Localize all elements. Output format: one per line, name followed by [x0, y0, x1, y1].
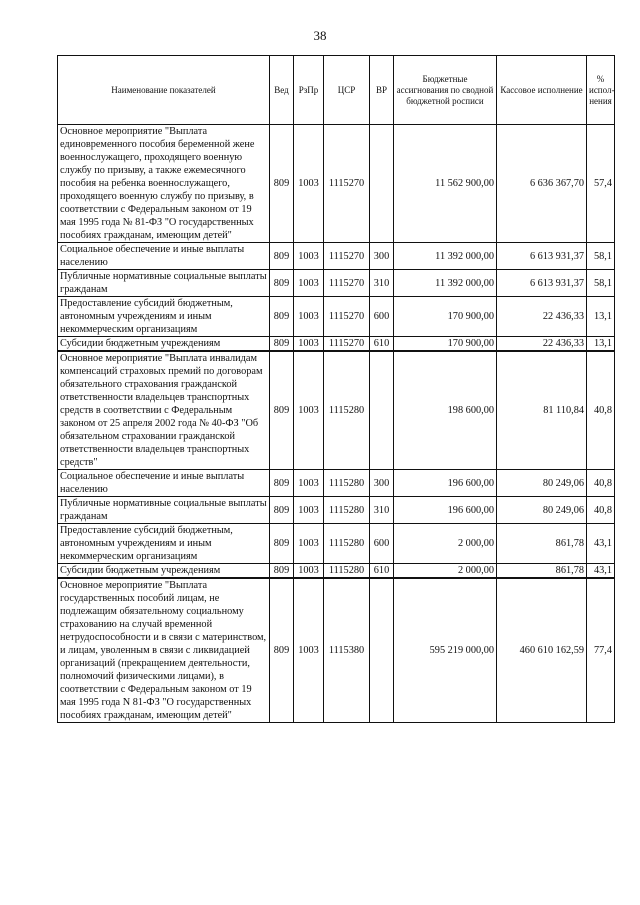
- row-assigned: 196 600,00: [394, 470, 497, 497]
- row-cash: 460 610 162,59: [497, 578, 587, 723]
- table-row: [58, 270, 615, 297]
- table-row: [58, 243, 615, 270]
- table-row: [58, 524, 615, 564]
- row-name: Публичные нормативные социальные выплаты гражданам: [58, 270, 270, 297]
- row-cash: 6 636 367,70: [497, 125, 587, 243]
- row-csr: 1115270: [324, 243, 370, 270]
- header-ved: Вед: [270, 56, 294, 125]
- row-vr: 300: [370, 470, 394, 497]
- row-csr: 1115280: [324, 564, 370, 579]
- row-cash: 81 110,84: [497, 351, 587, 470]
- row-vr: 610: [370, 564, 394, 579]
- row-ved: 809: [270, 337, 294, 352]
- row-cash: 80 249,06: [497, 497, 587, 524]
- header-assignments: Бюджетные ассигнования по сводной бюджетной росписи: [394, 56, 497, 125]
- table-row: [58, 297, 615, 337]
- row-vr: [370, 578, 394, 723]
- row-name: Субсидии бюджетным учреждениям: [58, 337, 270, 352]
- row-rzpr: 1003: [294, 243, 324, 270]
- row-ved: 809: [270, 524, 294, 564]
- row-assigned: 2 000,00: [394, 564, 497, 579]
- row-assigned: 11 392 000,00: [394, 243, 497, 270]
- header-rzpr: РзПр: [294, 56, 324, 125]
- row-percent: 43,1: [587, 564, 615, 579]
- header-percent: % испол-нения: [587, 56, 615, 125]
- row-csr: 1115270: [324, 337, 370, 352]
- header-csr: ЦСР: [324, 56, 370, 125]
- row-csr: 1115280: [324, 470, 370, 497]
- row-ved: 809: [270, 578, 294, 723]
- header-cash-execution: Кассовое исполнение: [497, 56, 587, 125]
- row-csr: 1115380: [324, 578, 370, 723]
- row-name: Субсидии бюджетным учреждениям: [58, 564, 270, 579]
- row-cash: 22 436,33: [497, 297, 587, 337]
- row-cash: 861,78: [497, 564, 587, 579]
- row-name: Основное мероприятие "Выплата единовременного пособия беременной жене военнослужащего, проходящего военную службу по призыву, а также ежемесячного пособия на ребенка военнослужащего, проходящего военную службу по призыву, в соответствии с Федеральным законом от 19 мая 1995 года № 81-ФЗ "О государственных пособиях гражданам, имеющим детей": [58, 125, 270, 243]
- row-name: Публичные нормативные социальные выплаты гражданам: [58, 497, 270, 524]
- row-percent: 58,1: [587, 243, 615, 270]
- row-vr: 310: [370, 497, 394, 524]
- row-vr: 600: [370, 524, 394, 564]
- row-cash: 861,78: [497, 524, 587, 564]
- table-row: [58, 470, 615, 497]
- row-percent: 43,1: [587, 524, 615, 564]
- row-percent: 40,8: [587, 351, 615, 470]
- row-csr: 1115270: [324, 125, 370, 243]
- row-csr: 1115270: [324, 297, 370, 337]
- budget-execution-table: [57, 55, 615, 723]
- row-assigned: 196 600,00: [394, 497, 497, 524]
- row-rzpr: 1003: [294, 524, 324, 564]
- row-ved: 809: [270, 243, 294, 270]
- row-cash: 6 613 931,37: [497, 243, 587, 270]
- row-vr: 600: [370, 297, 394, 337]
- row-ved: 809: [270, 297, 294, 337]
- row-vr: 310: [370, 270, 394, 297]
- row-cash: 22 436,33: [497, 337, 587, 352]
- row-name: Социальное обеспечение и иные выплаты населению: [58, 470, 270, 497]
- row-assigned: 2 000,00: [394, 524, 497, 564]
- row-vr: 610: [370, 337, 394, 352]
- row-ved: 809: [270, 470, 294, 497]
- row-name: Предоставление субсидий бюджетным, автономным учреждениям и иным некоммерческим организациям: [58, 524, 270, 564]
- row-csr: 1115280: [324, 497, 370, 524]
- header-vr: ВР: [370, 56, 394, 125]
- row-rzpr: 1003: [294, 564, 324, 579]
- row-name: Предоставление субсидий бюджетным, автономным учреждениям и иным некоммерческим организациям: [58, 297, 270, 337]
- row-vr: [370, 125, 394, 243]
- row-rzpr: 1003: [294, 470, 324, 497]
- row-csr: 1115280: [324, 524, 370, 564]
- row-vr: 300: [370, 243, 394, 270]
- row-name: Основное мероприятие "Выплата инвалидам компенсаций страховых премий по договорам обязательного страхования гражданской ответственности владельцев транспортных средств в соответствии с Федеральным законом от 25 апреля 2002 года № 40-ФЗ "Об обязательном страховании гражданской ответственности владельцев транспортных средств": [58, 351, 270, 470]
- row-rzpr: 1003: [294, 337, 324, 352]
- table-row: [58, 125, 615, 243]
- row-name: Основное мероприятие "Выплата государственных пособий лицам, не подлежащим обязательному социальному страхованию на случай временной нетрудоспособности и в связи с материнством, и лицам, уволенным в связи с ликвидацией организаций (прекращением деятельности, полномочий физическими лицами), в соответствии с Федеральным законом от 19 мая 1995 года N 81-ФЗ "О государственных пособиях гражданам, имеющим детей": [58, 578, 270, 723]
- row-rzpr: 1003: [294, 578, 324, 723]
- row-rzpr: 1003: [294, 351, 324, 470]
- row-rzpr: 1003: [294, 297, 324, 337]
- table-row: [58, 564, 615, 579]
- row-percent: 58,1: [587, 270, 615, 297]
- page-number: 38: [313, 28, 327, 43]
- row-vr: [370, 351, 394, 470]
- row-ved: 809: [270, 497, 294, 524]
- row-assigned: 595 219 000,00: [394, 578, 497, 723]
- row-ved: 809: [270, 270, 294, 297]
- row-cash: 6 613 931,37: [497, 270, 587, 297]
- header-name: Наименование показателей: [58, 56, 270, 125]
- row-csr: 1115280: [324, 351, 370, 470]
- row-assigned: 198 600,00: [394, 351, 497, 470]
- row-rzpr: 1003: [294, 270, 324, 297]
- row-percent: 77,4: [587, 578, 615, 723]
- row-assigned: 11 562 900,00: [394, 125, 497, 243]
- table-row: [58, 497, 615, 524]
- table-row: [58, 578, 615, 723]
- row-rzpr: 1003: [294, 497, 324, 524]
- row-ved: 809: [270, 351, 294, 470]
- row-rzpr: 1003: [294, 125, 324, 243]
- row-cash: 80 249,06: [497, 470, 587, 497]
- table-row: [58, 351, 615, 470]
- row-name: Социальное обеспечение и иные выплаты населению: [58, 243, 270, 270]
- table-row: [58, 337, 615, 352]
- table-header-row: [58, 56, 615, 125]
- row-percent: 57,4: [587, 125, 615, 243]
- row-percent: 13,1: [587, 297, 615, 337]
- row-assigned: 170 900,00: [394, 297, 497, 337]
- row-ved: 809: [270, 564, 294, 579]
- row-percent: 40,8: [587, 497, 615, 524]
- row-assigned: 11 392 000,00: [394, 270, 497, 297]
- row-assigned: 170 900,00: [394, 337, 497, 352]
- row-percent: 40,8: [587, 470, 615, 497]
- row-ved: 809: [270, 125, 294, 243]
- row-csr: 1115270: [324, 270, 370, 297]
- row-percent: 13,1: [587, 337, 615, 352]
